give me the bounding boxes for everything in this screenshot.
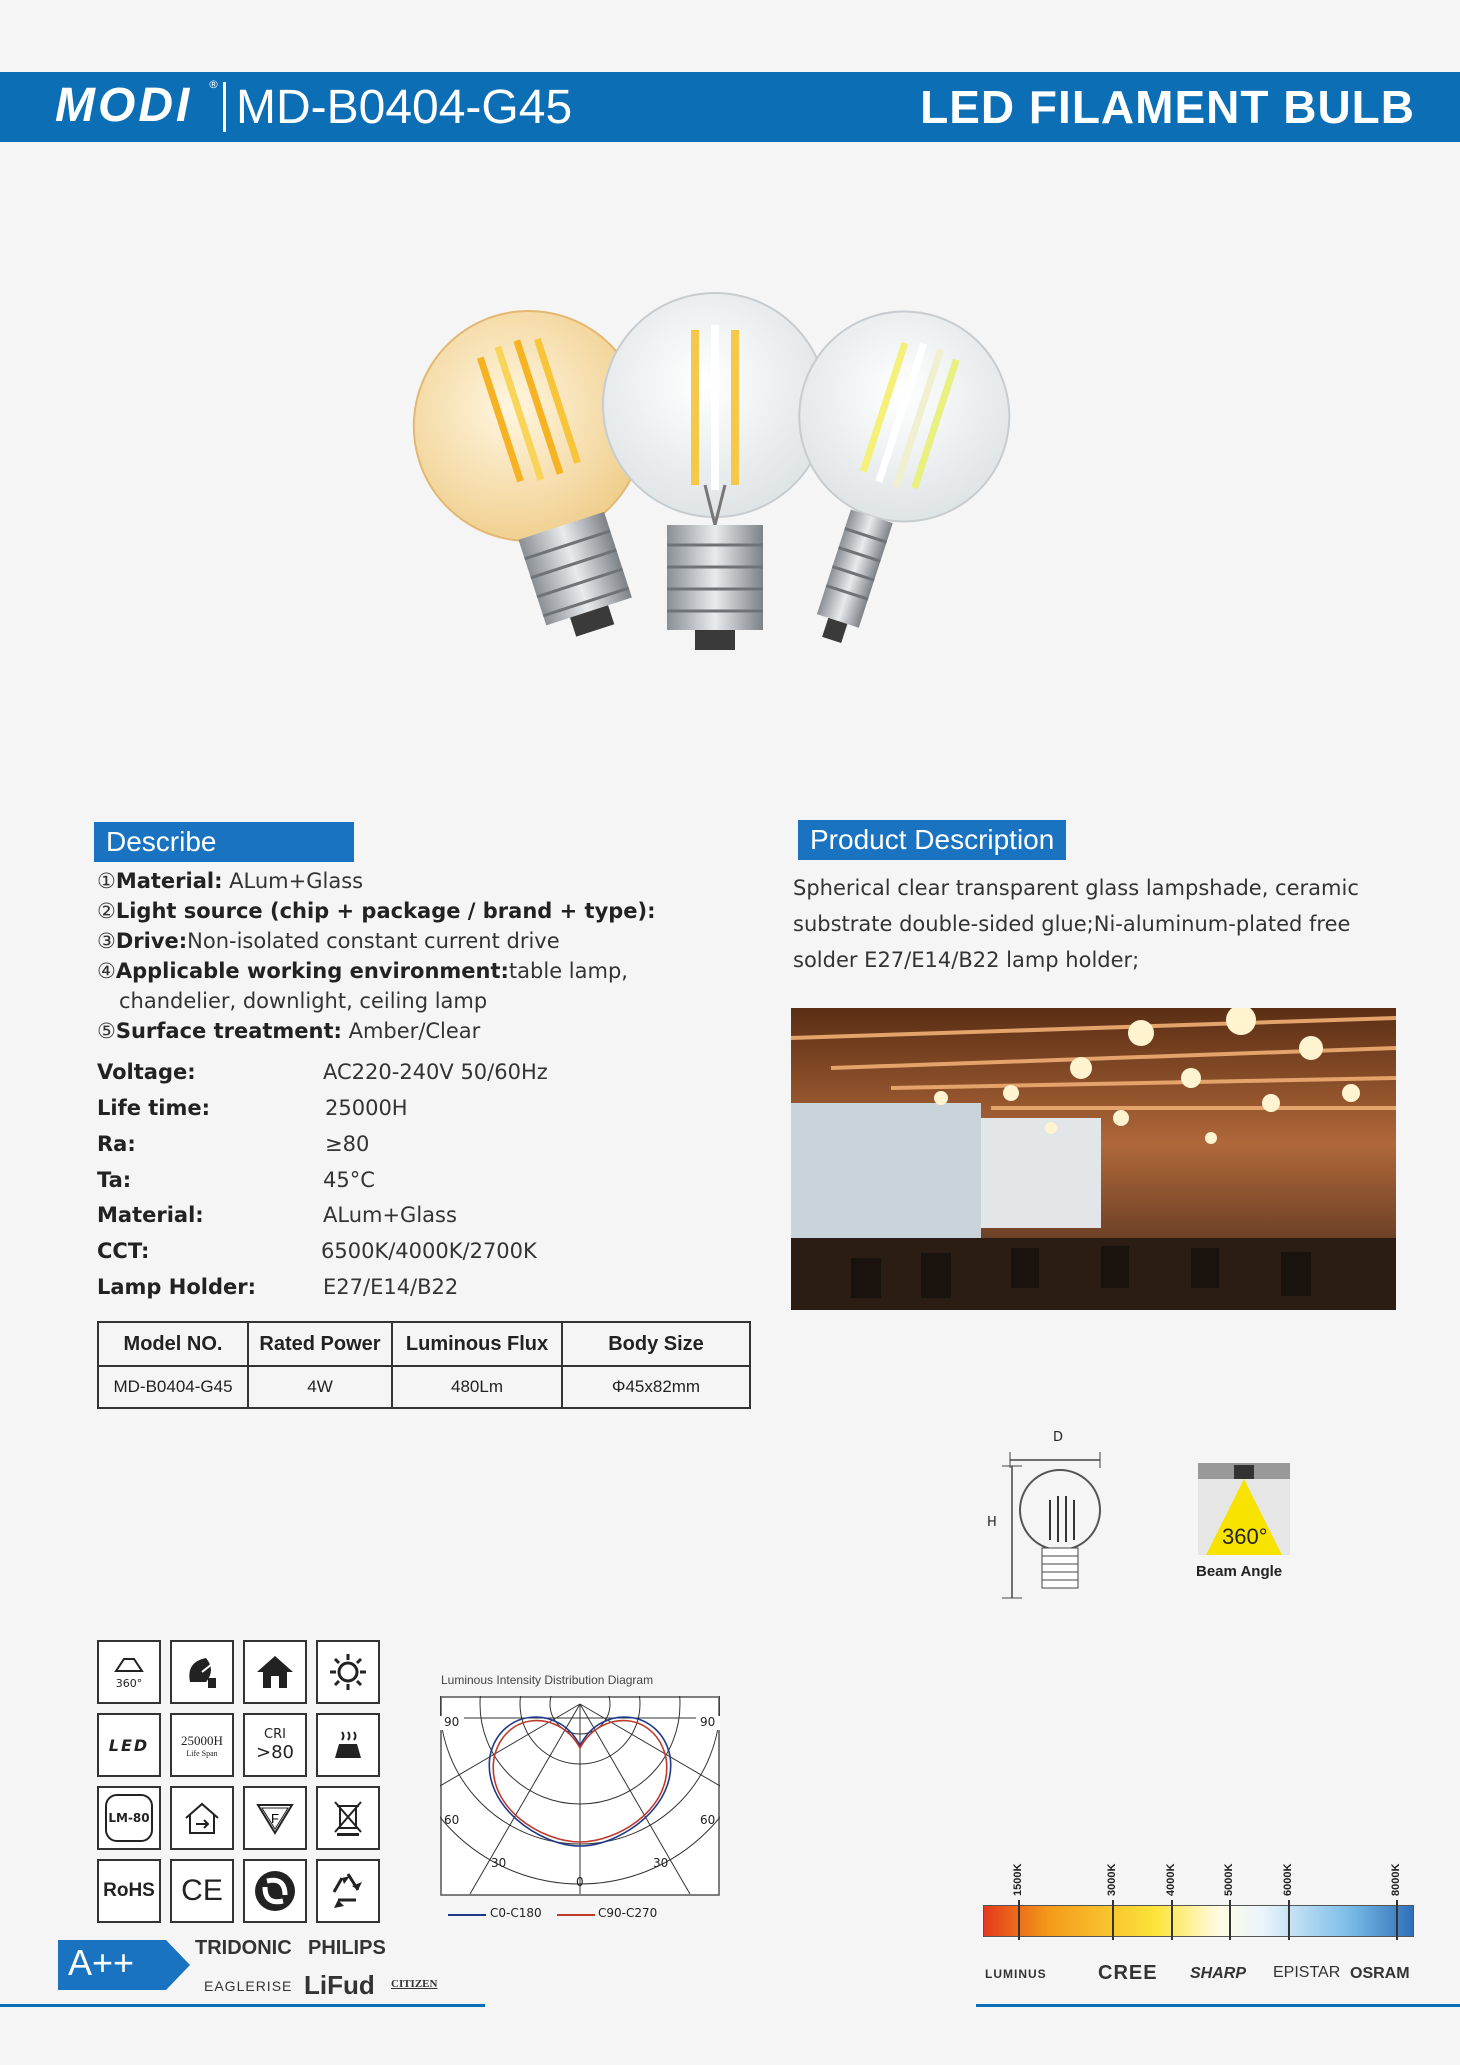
- cct-tick: [1396, 1900, 1398, 1940]
- model-number: MD-B0404-G45: [236, 81, 573, 134]
- legend-label-c90: C90-C270: [598, 1906, 658, 1920]
- polar-label-left-90: 90: [444, 1715, 460, 1729]
- legend-swatch-c90: [557, 1914, 595, 1916]
- heat-lamp-icon: [316, 1713, 380, 1777]
- table-header: Model NO.: [98, 1322, 248, 1366]
- table-header: Luminous Flux: [392, 1322, 562, 1366]
- table-header: Rated Power: [248, 1322, 392, 1366]
- cri-icon: CRI >80: [243, 1713, 307, 1777]
- table-cell: Φ45x82mm: [562, 1366, 750, 1408]
- brand-lifud: LiFud: [304, 1970, 375, 2000]
- describe-line-5: ⑤Surface treatment: Amber/Clear: [97, 1019, 481, 1043]
- table-cell: MD-B0404-G45: [98, 1366, 248, 1408]
- product-title: LED FILAMENT BULB: [920, 81, 1415, 133]
- cct-tick: [1288, 1900, 1290, 1940]
- polar-label-zero: 0: [576, 1875, 584, 1889]
- table-cell: 480Lm: [392, 1366, 562, 1408]
- lifespan-icon: 25000H Life Span: [170, 1713, 234, 1777]
- home-icon: [243, 1640, 307, 1704]
- brand-tridonic: TRIDONIC: [195, 1937, 292, 1959]
- header-divider: [223, 82, 226, 132]
- green-dot-icon: [243, 1859, 307, 1923]
- describe-title: Describe: [94, 822, 354, 862]
- rohs-icon: RoHS: [97, 1859, 161, 1923]
- brand-logo: MODI: [55, 79, 193, 132]
- product-bulbs-image: [395, 285, 1045, 685]
- cct-tick-label: 6000K: [1282, 1863, 1294, 1896]
- brand-cree: CREE: [1098, 1962, 1158, 1984]
- brand-luminus: LUMINUS: [985, 1967, 1047, 1981]
- svg-text:F: F: [271, 1811, 279, 1826]
- describe-line-4: ④Applicable working environment:table lamp,: [97, 959, 628, 983]
- polar-diagram-title: Luminous Intensity Distribution Diagram: [441, 1673, 654, 1687]
- cct-tick: [1112, 1900, 1114, 1940]
- beam-angle-value: 360°: [1222, 1524, 1268, 1549]
- clear-bulb: [603, 293, 827, 650]
- f-mark-symbol: [254, 1799, 296, 1837]
- describe-line-1: ①Material: ALum+Glass: [97, 869, 364, 893]
- energy-saving-icon: [170, 1640, 234, 1704]
- brand-osram: OSRAM: [1350, 1965, 1410, 1982]
- footer-line-left: [0, 2004, 485, 2007]
- legend-label-c0: C0-C180: [490, 1906, 542, 1920]
- brand-eaglerise: EAGLERISE: [204, 1978, 293, 1994]
- green-dot-symbol: [253, 1869, 297, 1913]
- table-header-row: [98, 1322, 750, 1366]
- recycle-symbol: [326, 1870, 370, 1912]
- crossed-bin-symbol: [332, 1798, 364, 1838]
- restaurant-photo: [791, 1008, 1396, 1310]
- dimension-d-label: D: [1053, 1430, 1064, 1445]
- cct-tick-label: 3000K: [1106, 1863, 1118, 1896]
- polar-diagram: [440, 1696, 720, 1896]
- brand-epistar: EPISTAR: [1273, 1964, 1341, 1981]
- energy-class-label: A++: [68, 1942, 135, 1983]
- model-table: [97, 1321, 751, 1409]
- polar-label-left-60: 60: [444, 1813, 460, 1827]
- indoor-icon: [170, 1786, 234, 1850]
- cct-tick-label: 8000K: [1390, 1863, 1402, 1896]
- describe-line-2: ②Light source (chip + package / brand + type):: [97, 899, 656, 923]
- brand-philips: PHILIPS: [308, 1937, 386, 1959]
- describe-list: [97, 866, 656, 1046]
- dimension-h-label: H: [987, 1515, 997, 1530]
- plug-leaf-icon: [182, 1652, 222, 1692]
- polar-label-right-90: 90: [700, 1715, 716, 1729]
- polar-label-right-60: 60: [700, 1813, 716, 1827]
- brand-citizen: CITIZEN: [391, 1978, 438, 1990]
- product-description-title: Product Description: [798, 820, 1066, 860]
- polar-label-right-30: 30: [653, 1856, 669, 1870]
- house-symbol: [254, 1652, 296, 1692]
- table-header: Body Size: [562, 1322, 750, 1366]
- describe-line-3: ③Drive:Non-isolated constant current drive: [97, 929, 560, 953]
- weee-icon: [316, 1786, 380, 1850]
- table-row: [98, 1366, 750, 1408]
- describe-line-4-cont: chandelier, downlight, ceiling lamp: [119, 989, 488, 1013]
- brand-sharp: SHARP: [1190, 1965, 1247, 1982]
- footer-line-right: [976, 2004, 1460, 2007]
- product-description-text: Spherical clear transparent glass lampshade, ceramic substrate double-sided glue;Ni-aluminum-plated free solder E27/E14/B22 lamp holder;: [793, 876, 1359, 972]
- cct-tick-label: 4000K: [1165, 1863, 1177, 1896]
- f-mark-icon: [243, 1786, 307, 1850]
- cct-tick: [1018, 1900, 1020, 1940]
- cct-tick: [1171, 1900, 1173, 1940]
- recycle-icon: [316, 1859, 380, 1923]
- lm80-icon: LM-80: [97, 1786, 161, 1850]
- cct-tick: [1229, 1900, 1231, 1940]
- sun-icon: [316, 1640, 380, 1704]
- dimension-diagram: [980, 1430, 1120, 1605]
- table-cell: 4W: [248, 1366, 392, 1408]
- polar-label-left-30: 30: [491, 1856, 507, 1870]
- legend-swatch-c0: [448, 1914, 486, 1916]
- cct-color-scale: [983, 1905, 1414, 1937]
- heat-symbol: [331, 1728, 365, 1762]
- cct-tick-label: 5000K: [1223, 1863, 1235, 1896]
- cct-tick-label: 1500K: [1012, 1863, 1024, 1896]
- indoor-house-symbol: [182, 1800, 222, 1836]
- led-icon: LED: [97, 1713, 161, 1777]
- beam-angle-label: Beam Angle: [1196, 1563, 1283, 1580]
- lamp-symbol: [112, 1655, 146, 1673]
- 360-beam-icon: 360°: [97, 1640, 161, 1704]
- sun-symbol: [328, 1652, 368, 1692]
- ce-icon: CE: [170, 1859, 234, 1923]
- registered-mark: ®: [208, 78, 219, 91]
